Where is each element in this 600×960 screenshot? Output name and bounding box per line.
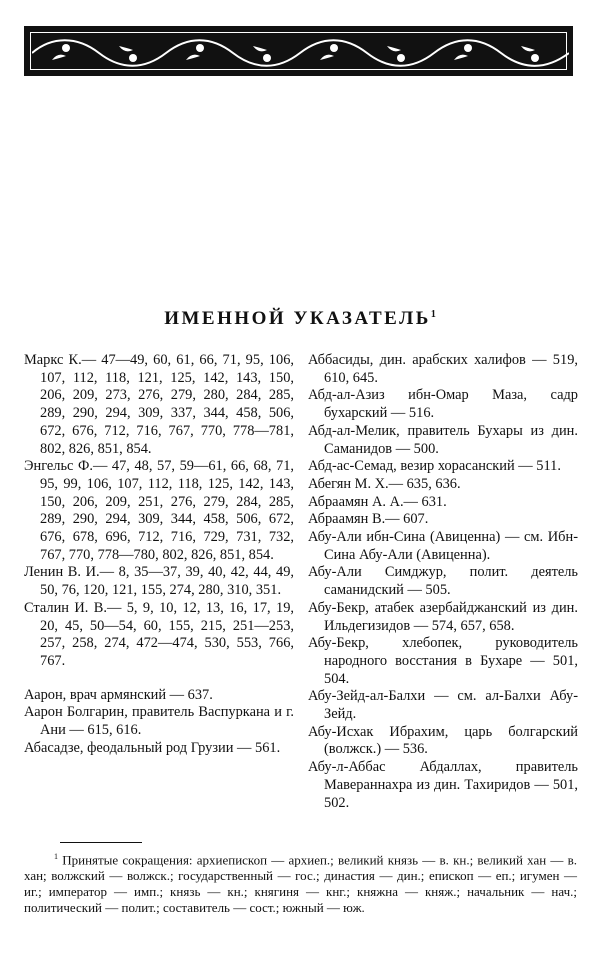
index-entry: Абегян М. Х.— 635, 636. bbox=[308, 475, 461, 492]
index-entry: Абу-Исхак Ибрахим, царь болгарский (волжск.) — 536. bbox=[308, 723, 578, 758]
index-entry: Аббасиды, дин. арабских халифов — 519, 610, 645. bbox=[308, 352, 578, 386]
footnote-divider bbox=[60, 842, 142, 843]
index-entry: Абу-Али ибн-Сина (Авиценна) — см. Ибн-Сина Абу-Али (Авиценна). bbox=[308, 529, 578, 563]
index-entry: Абд-ас-Семад, везир хорасанский — 511. bbox=[308, 458, 561, 475]
ornamental-header-banner bbox=[24, 26, 573, 76]
group-spacer bbox=[24, 671, 294, 687]
index-entry: Абу-Зейд-ал-Балхи — см. ал-Балхи Абу-Зейд. bbox=[308, 688, 578, 723]
index-right-column bbox=[308, 352, 578, 812]
index-entry: Абу-л-Аббас Абдаллах, правитель Мавераннахра из дин. Тахиридов — 501, 502. bbox=[308, 759, 578, 811]
index-entry: Сталин И. В.— 5, 9, 10, 12, 13, 16, 17, 19, 20, 45, 50—54, 60, 155, 215, 251—253, 257, 258, 274, 472—474, 530, 553, 766, 767. bbox=[24, 599, 294, 669]
page-title-text: ИМЕННОЙ УКАЗАТЕЛЬ bbox=[164, 308, 431, 329]
index-left-column bbox=[24, 352, 294, 757]
page-title bbox=[0, 308, 600, 330]
scroll-ornament-icon bbox=[32, 34, 569, 72]
footnote-mark: 1 bbox=[54, 852, 58, 861]
footnote bbox=[24, 849, 577, 916]
index-entry: Абасадзе, феодальный род Грузии — 561. bbox=[24, 739, 281, 756]
index-entry: Маркс К.— 47—49, 60, 61, 66, 71, 95, 106, 107, 112, 118, 121, 125, 142, 143, 150, 206, 209, 273, 276, 279, 280, 284, 285, 289, 290, 294, 309, 337, 344, 458, 506, 672, 676, 712, 716, 767, 770, 778—781, 802, 826, 851, 854. bbox=[24, 352, 294, 457]
index-entry: Абд-ал-Азиз ибн-Омар Маза, садр бухарский — 516. bbox=[308, 387, 578, 422]
title-footnote-mark: 1 bbox=[430, 309, 436, 320]
index-entry: Ленин В. И.— 8, 35—37, 39, 40, 42, 44, 49, 50, 76, 120, 121, 155, 274, 280, 310, 351. bbox=[24, 564, 294, 599]
footnote-text: Принятые сокращения: архиепископ — архиеп.; великий князь — в. кн.; великий хан — в. хан; волжский — волжск.; государственный — гос.; династия — дин.; епископ — еп.; игумен — иг.; император — имп.; князь — кн.; княгиня — кнг.; княжна — княж.; начальник — нач.; политический — полит.; составитель — сост.; южный — юж. bbox=[24, 852, 578, 916]
index-entry: Абд-ал-Мелик, правитель Бухары из дин. Саманидов — 500. bbox=[308, 422, 578, 457]
index-entry: Аарон Болгарин, правитель Васпуркана и г. Ани — 615, 616. bbox=[24, 704, 294, 739]
index-entry: Абу-Бекр, атабек азербайджанский из дин. Ильдегизидов — 574, 657, 658. bbox=[308, 599, 578, 634]
index-entry: Абраамян В.— 607. bbox=[308, 511, 429, 528]
index-entry: Аарон, врач армянский — 637. bbox=[24, 686, 213, 703]
index-entry: Абу-Бекр, хлебопек, руководитель народного восстания в Бухаре — 501, 504. bbox=[308, 635, 578, 687]
index-entry: Абу-Али Симджур, полит. деятель саманидский — 505. bbox=[308, 564, 578, 599]
index-entry: Абраамян А. А.— 631. bbox=[308, 493, 447, 510]
index-entry: Энгельс Ф.— 47, 48, 57, 59—61, 66, 68, 71, 95, 99, 106, 107, 112, 118, 125, 142, 143, 150, 206, 209, 251, 276, 279, 284, 285, 289, 290, 294, 309, 344, 458, 506, 672, 676, 678, 696, 712, 716, 729, 731, 732, 767, 770, 778—780, 802, 826, 851, 854. bbox=[24, 458, 294, 563]
